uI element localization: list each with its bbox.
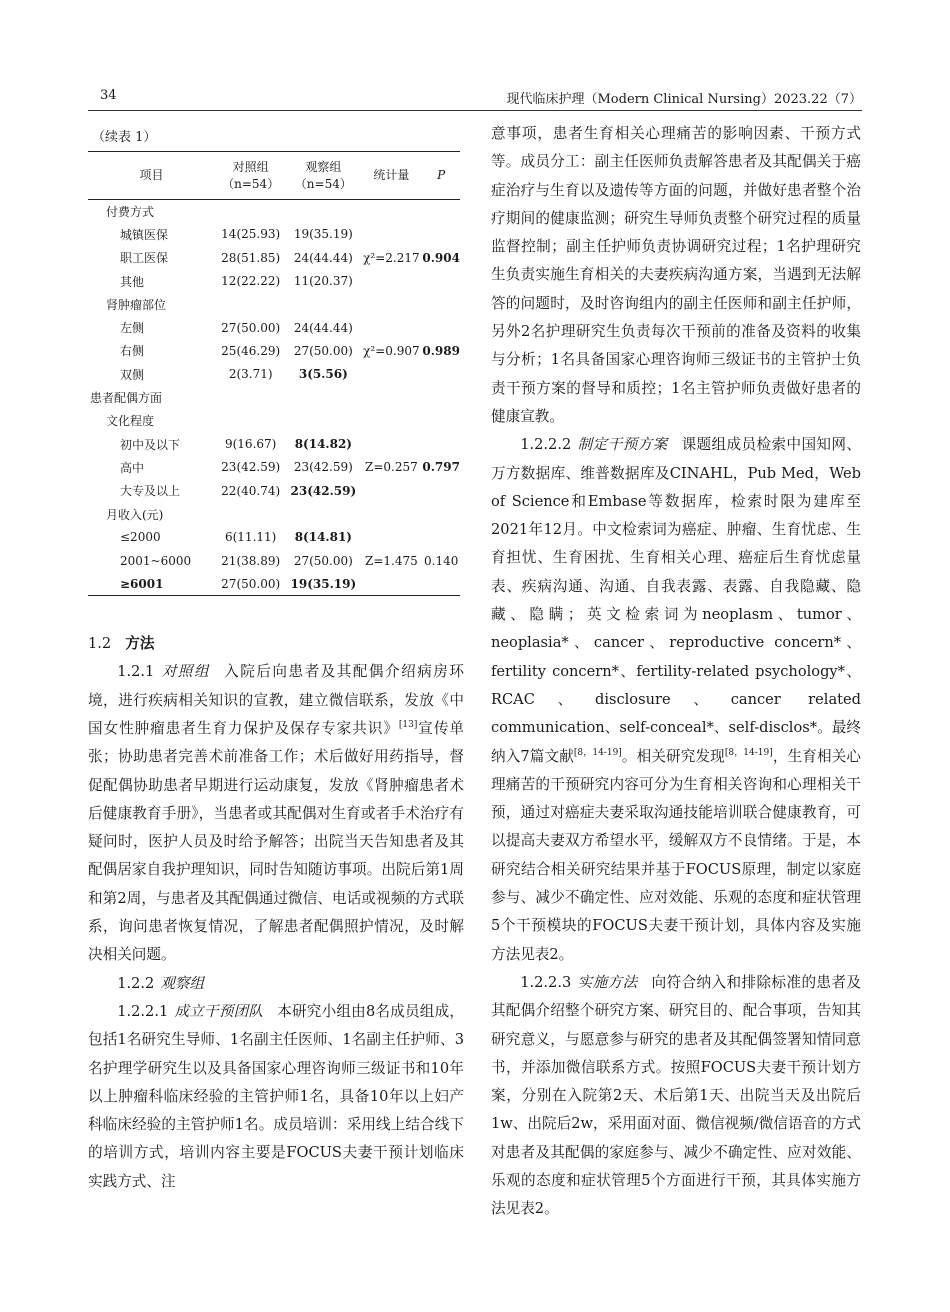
observe-value: 19(35.19) xyxy=(293,227,353,242)
table-row xyxy=(88,549,460,572)
table-row xyxy=(88,246,460,269)
table-row xyxy=(88,223,460,246)
row-label: 职工医保 xyxy=(120,251,169,266)
p-value xyxy=(422,432,460,455)
observe-value xyxy=(286,386,360,409)
control-value xyxy=(215,386,286,409)
statistic-value xyxy=(360,316,422,339)
observe-value: 19(35.19) xyxy=(286,572,360,595)
p-value xyxy=(422,502,460,525)
control-value: 9(16.67) xyxy=(224,437,277,452)
statistic-value: Z=1.475 xyxy=(364,553,418,568)
row-label: 其他 xyxy=(120,274,145,289)
observe-value: 27(50.00) xyxy=(293,343,353,358)
control-value: 28(51.85) xyxy=(221,250,281,265)
statistic-value xyxy=(360,572,422,595)
row-label: 付费方式 xyxy=(106,204,155,219)
row-label: 双侧 xyxy=(120,367,145,382)
row-label: 右侧 xyxy=(120,344,145,359)
p-value: 0.904 xyxy=(422,250,460,265)
header-observe: 观察组 （n=54） xyxy=(286,152,360,200)
section-1-2-2-2-paragraph: 1.2.2.2 制定干预方案 课题组成员检索中国知网、万方数据库、维普数据库及CINAHL，Pub Med，Web of Science和Embase等数据库，检索时限为建库至2021年12月。中文检索词为癌症、肿瘤、生育忧虑、生育担忧、生育困扰、生育相关心理、癌症后生育忧虑量表、疾病沟通、沟通、自我表露、表露、自我隐藏、隐藏、隐瞒；英文检索词为neoplasm、tumor、neoplasia*、cancer、reproductive concern*、fertility concern*、fertility-related psychology*、RCAC、disclosure、cancer related communication、self-conceal*、self-disclos*。最终纳入7篇文献[8，14-19]。相关研究发现[8，14-19]，生育相关心理痛苦的干预研究内容可分为生育相关咨询和心理相关干预，通过对癌症夫妻采取沟通技能培训联合健康教育，可以提高夫妻双方希望水平，缓解双方不良情绪。于是，本研究结合相关研究结果并基于FOCUS原理，制定以家庭参与、减少不确定性、应对效能、乐观的态度和症状管理5个干预模块的FOCUS夫妻干预计划，具体内容及实施方法见表2。 xyxy=(491,436,861,963)
continued-paragraph: 意事项，患者生育相关心理痛苦的影响因素、干预方式等。成员分工：副主任医师负责解答患者及其配偶关于癌症治疗与生育以及遗传等方面的问题，并做好患者整个治疗期间的健康监测；研究生导师负责整个研究过程的质量监督控制；副主任护师负责协调研究过程；1名护理研究生负责实施生育相关的夫妻疾病沟通方案，当遇到无法解答的问题时，及时咨询组内的副主任医师和副主任护师，另外2名护理研究生负责每次干预前的准备及资料的收集与分析；1名具备国家心理咨询师三级证书的主管护士负责干预方案的督导和质控；1名主管护师负责做好患者的健康宣教。 xyxy=(491,125,861,425)
table-row xyxy=(88,526,460,549)
control-value xyxy=(215,293,286,316)
observe-value: 11(20.37) xyxy=(293,274,353,289)
statistic-value xyxy=(360,269,422,292)
table-row xyxy=(88,363,460,386)
row-label: 大专及以上 xyxy=(120,484,181,499)
table-row xyxy=(88,502,460,525)
section-1-2-1-paragraph: 1.2.1 对照组 入院后向患者及其配偶介绍病房环境，进行疾病相关知识的宣教，建立微信联系，发放《中国女性肿瘤患者生育力保护及保存专家共识》[13]宣传单张；协助患者完善术前准备工作；术后做好用药指导，督促配偶协助患者早期进行运动康复，发放《肾肿瘤患者术后健康教育手册》，当患者或其配偶对生育或者手术治疗有疑问时，医护人员及时给予解答；出院当天告知患者及其配偶居家自我护理知识，同时告知随访事项。出院后第1周和第2周，与患者及其配偶通过微信、电话或视频的方式联系，询问患者恢复情况，了解患者配偶照护情况，及时解决相关问题。 xyxy=(88,663,464,964)
observe-value: 23(42.59) xyxy=(293,460,353,475)
control-value xyxy=(215,409,286,432)
control-value: 14(25.93) xyxy=(221,227,281,242)
table-row xyxy=(88,293,460,316)
table-row xyxy=(88,409,460,432)
table-continuation-label: （续表 1） xyxy=(92,130,157,145)
row-label: 肾肿瘤部位 xyxy=(106,297,167,312)
table-row xyxy=(88,269,460,292)
statistic-value xyxy=(360,293,422,316)
p-value xyxy=(422,572,460,595)
p-value xyxy=(422,526,460,549)
row-label: 高中 xyxy=(120,460,145,475)
table-row xyxy=(88,572,460,595)
control-value: 2(3.71) xyxy=(228,367,273,382)
statistic-value xyxy=(360,502,422,525)
control-value xyxy=(215,502,286,525)
control-value: 25(46.29) xyxy=(221,343,281,358)
row-label: 月收入(元) xyxy=(106,507,164,522)
p-value: 0.140 xyxy=(424,553,459,568)
control-value: 23(42.59) xyxy=(221,460,281,475)
section-1-2-heading: 1.2 方法 xyxy=(88,635,155,653)
row-label: 初中及以下 xyxy=(120,437,181,452)
statistic-value: Z=0.257 xyxy=(364,460,418,475)
observe-value: 8(14.82) xyxy=(294,437,352,452)
p-value xyxy=(422,200,460,223)
page-number: 34 xyxy=(100,88,117,103)
right-column xyxy=(491,120,861,1224)
section-1-2-2-3-paragraph: 1.2.2.3 实施方法 向符合纳入和排除标准的患者及其配偶介绍整个研究方案、研究目的、配合事项，告知其研究意义，与愿意参与研究的患者及其配偶签署知情同意书，并添加微信联系方式。按照FOCUS夫妻干预计划方案，分别在入院第2天、术后第1天、出院当天及出院后1w、出院后2w，采用面对面、微信视频/微信语音的方式对患者及其配偶的家庭参与、减少不确定性、应对效能、乐观的态度和症状管理5个方面进行干预，其具体实施方法见表2。 xyxy=(491,973,861,1218)
row-label: 患者配偶方面 xyxy=(90,391,163,406)
control-value xyxy=(215,200,286,223)
statistic-value xyxy=(360,432,422,455)
p-value: 0.797 xyxy=(422,460,460,475)
table-row xyxy=(88,432,460,455)
control-value: 27(50.00) xyxy=(221,320,281,335)
page-header xyxy=(88,86,862,111)
journal-title: 现代临床护理（Modern Clinical Nursing）2023.22（7） xyxy=(506,92,862,107)
row-label: ≤2000 xyxy=(120,530,161,545)
statistic-value xyxy=(360,479,422,502)
control-value: 27(50.00) xyxy=(215,572,286,595)
table-body xyxy=(88,200,460,596)
statistic-value xyxy=(360,386,422,409)
row-label: ≥6001 xyxy=(88,572,215,595)
p-value xyxy=(422,409,460,432)
table-row xyxy=(88,200,460,223)
observe-value xyxy=(286,409,360,432)
control-value: 12(22.22) xyxy=(221,274,281,289)
p-value: 0.989 xyxy=(422,343,460,358)
control-value: 6(11.11) xyxy=(224,530,277,545)
observe-value: 27(50.00) xyxy=(293,553,353,568)
control-value: 21(38.89) xyxy=(221,553,281,568)
statistic-value xyxy=(360,409,422,432)
statistic-value xyxy=(360,223,422,246)
p-value xyxy=(422,363,460,386)
row-label: 城镇医保 xyxy=(120,227,169,242)
row-label: 左侧 xyxy=(120,321,145,336)
baseline-table xyxy=(88,151,460,596)
header-p: P xyxy=(422,152,460,200)
observe-value xyxy=(286,200,360,223)
observe-value: 23(42.59) xyxy=(290,483,357,498)
control-value: 22(40.74) xyxy=(221,483,281,498)
observe-value: 24(44.44) xyxy=(293,250,353,265)
statistic-value: χ²=2.217 xyxy=(363,250,420,265)
p-value xyxy=(422,269,460,292)
table-row xyxy=(88,479,460,502)
left-column xyxy=(88,120,464,1196)
section-1-2-2-heading: 1.2.2 观察组 xyxy=(117,974,205,992)
p-value xyxy=(422,316,460,339)
table-row xyxy=(88,316,460,339)
table-row xyxy=(88,456,460,479)
header-control: 对照组 （n=54） xyxy=(215,152,286,200)
table-row xyxy=(88,339,460,362)
p-value xyxy=(422,223,460,246)
table-row xyxy=(88,386,460,409)
observe-value: 3(5.56) xyxy=(298,367,348,382)
observe-value xyxy=(286,502,360,525)
statistic-value: χ²=0.907 xyxy=(363,343,420,358)
observe-value: 24(44.44) xyxy=(293,320,353,335)
observe-value xyxy=(286,293,360,316)
row-label: 文化程度 xyxy=(106,414,155,429)
statistic-value xyxy=(360,200,422,223)
p-value xyxy=(422,293,460,316)
row-label: 2001~6000 xyxy=(120,553,192,568)
table-header-row xyxy=(88,152,460,200)
observe-value: 8(14.81) xyxy=(294,530,352,545)
p-value xyxy=(422,386,460,409)
statistic-value xyxy=(360,526,422,549)
header-stat: 统计量 xyxy=(360,152,422,200)
section-1-2-2-1-paragraph: 1.2.2.1 成立干预团队 本研究小组由8名成员组成，包括1名研究生导师、1名副主任医师、1名副主任护师、3名护理学研究生以及具备国家心理咨询师三级证书和10年以上肿瘤科临床经验的主管护师1名，具备10年以上妇产科临床经验的主管护师1名。成员培训：采用线上结合线下的培训方式，培训内容主要是FOCUS夫妻干预计划临床实践方式、注 xyxy=(88,1002,464,1190)
p-value xyxy=(422,479,460,502)
header-item: 项目 xyxy=(88,152,215,200)
statistic-value xyxy=(360,363,422,386)
